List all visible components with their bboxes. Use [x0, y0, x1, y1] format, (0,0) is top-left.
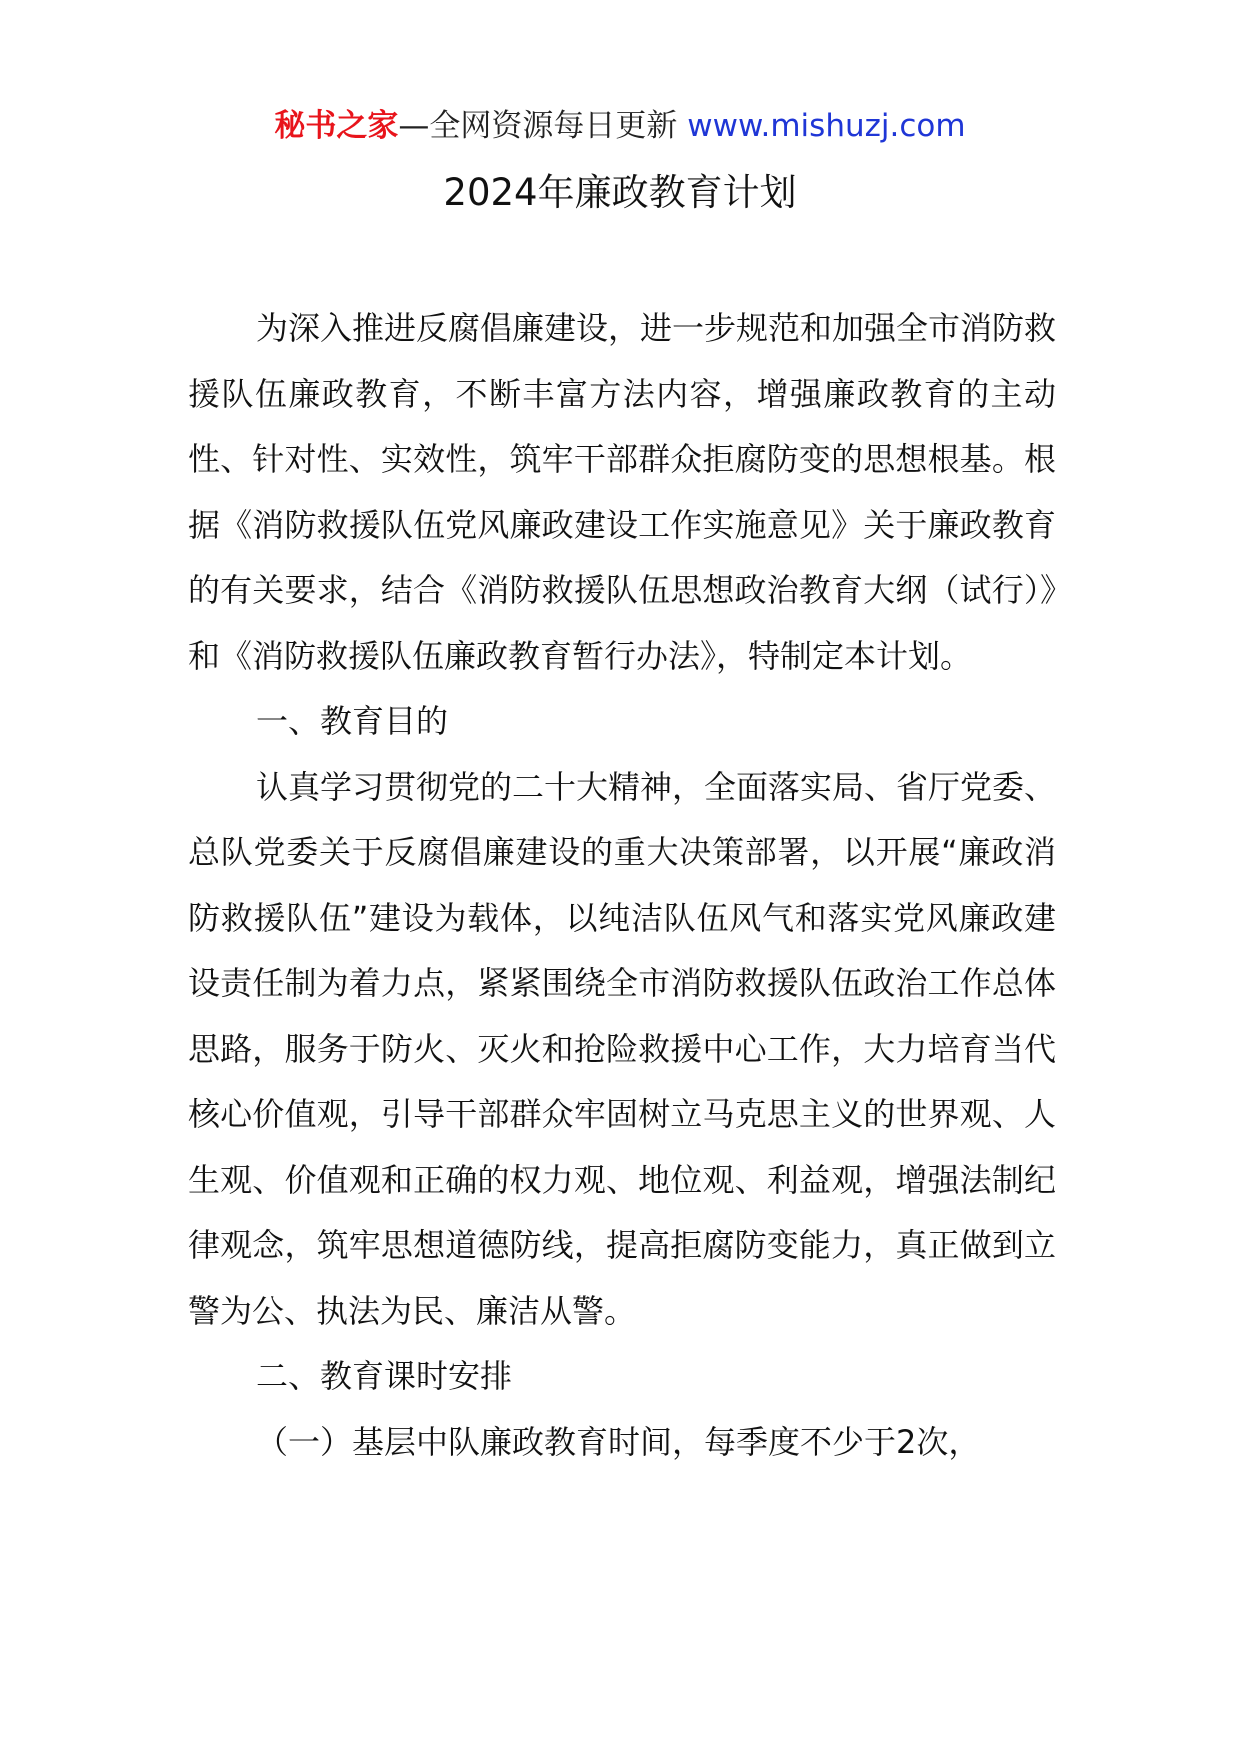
header-url-link[interactable]: www.mishuzj.com	[687, 108, 966, 144]
section-heading-schedule: 二、教育课时安排	[256, 1357, 513, 1395]
section-heading-purpose: 一、教育目的	[256, 702, 449, 740]
brand-name: 秘书之家	[274, 108, 399, 144]
header-tagline: —全网资源每日更新	[398, 108, 678, 144]
watermark-header	[0, 104, 1240, 148]
document-title: 2024年廉政教育计划	[443, 171, 797, 214]
document-body	[188, 296, 1056, 1475]
schedule-item-1: （一）基层中队廉政教育时间，每季度不少于2次，	[256, 1422, 981, 1461]
purpose-paragraph: 认真学习贯彻党的二十大精神，全面落实局、省厅党委、总队党委关于反腐倡廉建设的重大决策部署，以开展“廉政消防救援队伍”建设为载体，以纯洁队伍风气和落实党风廉政建设责任制为着力点，紧紧围绕全市消防救援队伍政治工作总体思路，服务于防火、灭火和抢险救援中心工作，大力培育当代核心价值观，引导干部群众牢固树立马克思主义的世界观、人生观、价值观和正确的权力观、地位观、利益观，增强法制纪律观念，筑牢思想道德防线，提高拒腐防变能力，真正做到立警为公、执法为民、廉洁从警。	[188, 767, 1057, 1330]
intro-paragraph: 为深入推进反腐倡廉建设，进一步规范和加强全市消防救援队伍廉政教育，不断丰富方法内容，增强廉政教育的主动性、针对性、实效性，筑牢干部群众拒腐防变的思想根基。根据《消防救援队伍党风廉政建设工作实施意见》关于廉政教育的有关要求，结合《消防救援队伍思想政治教育大纲（试行）》和《消防救援队伍廉政教育暂行办法》，特制定本计划。	[188, 309, 1057, 675]
